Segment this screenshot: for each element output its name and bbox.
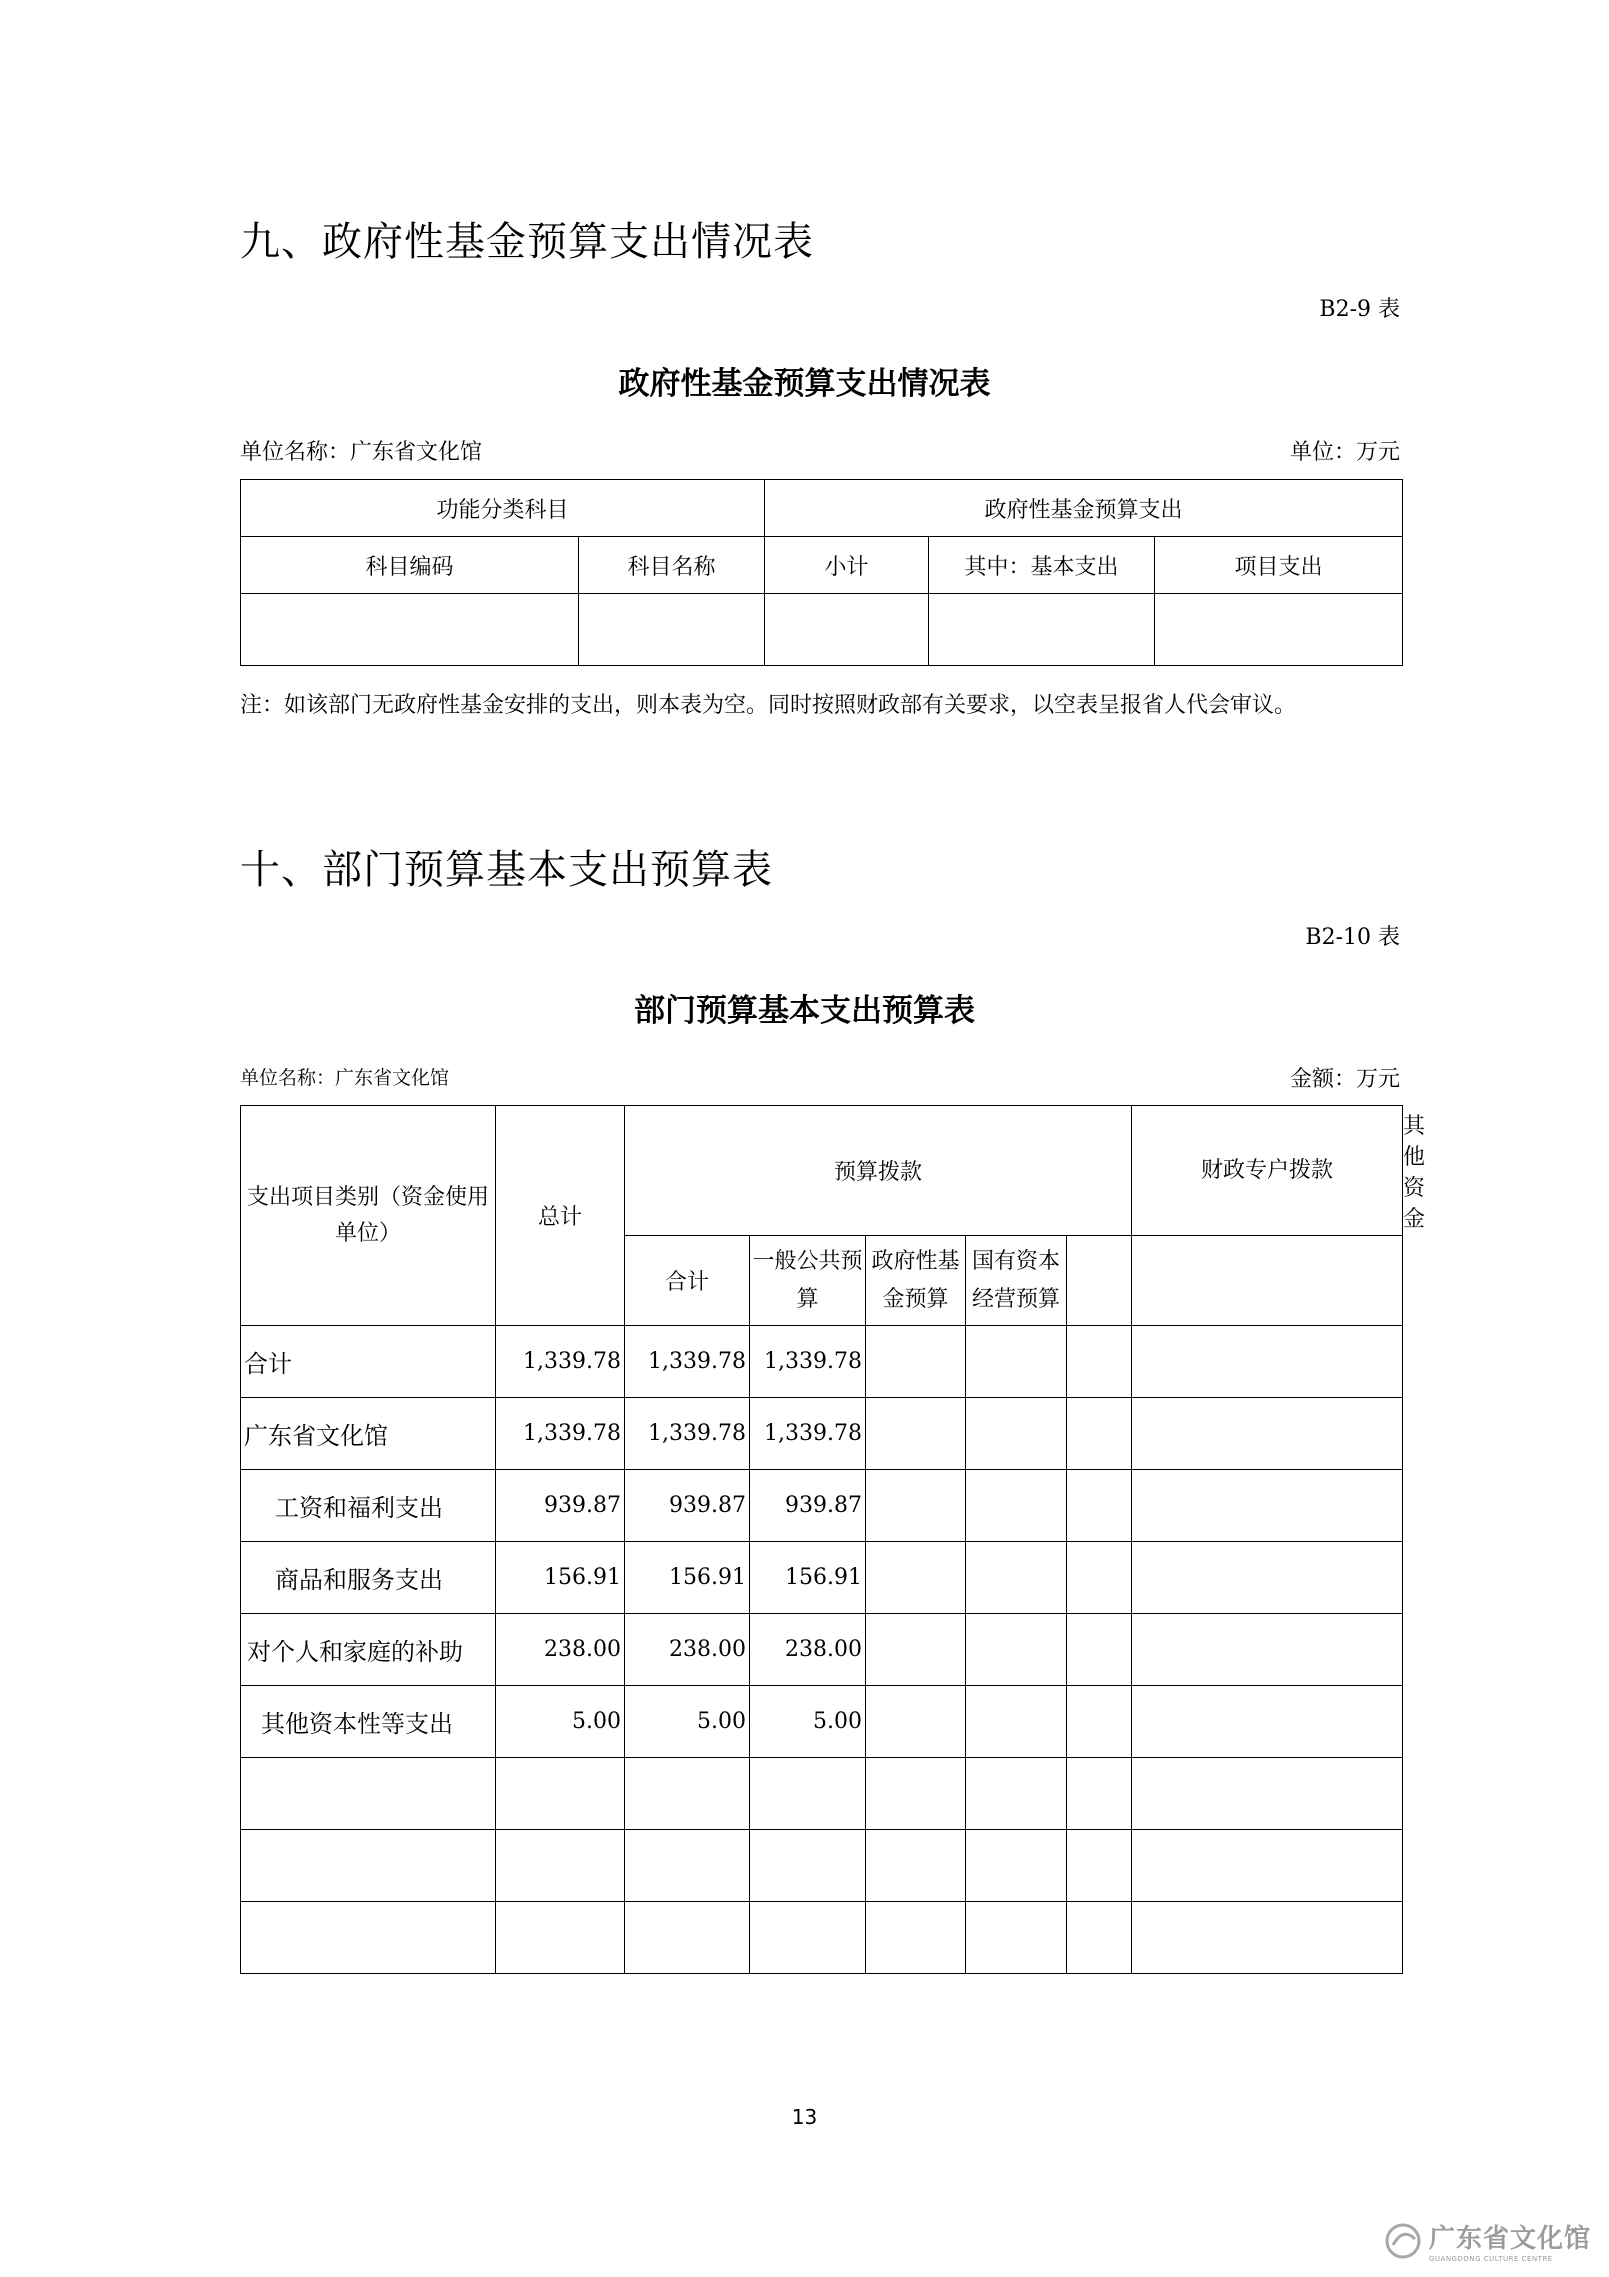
table-cell xyxy=(1067,1470,1132,1542)
table-cell xyxy=(866,1758,966,1830)
table-cell xyxy=(966,1326,1067,1398)
table-cell xyxy=(966,1614,1067,1686)
row-subtotal: 939.87 xyxy=(625,1470,750,1542)
table-row xyxy=(241,1830,1403,1902)
section10-table-code: B2-10 表 xyxy=(1305,925,1400,950)
table-cell xyxy=(750,1830,866,1902)
table-cell xyxy=(966,1686,1067,1758)
header-category: 支出项目类别（资金使用单位） xyxy=(241,1106,496,1326)
header-total: 总计 xyxy=(496,1106,625,1326)
page-number: 13 xyxy=(791,2105,818,2129)
row-name: 商品和服务支出 xyxy=(241,1542,496,1614)
gov-fund-table xyxy=(240,479,1403,666)
row-subtotal: 5.00 xyxy=(625,1686,750,1758)
table-cell xyxy=(496,1830,625,1902)
basic-expenditure-table: 支出项目类别（资金使用单位） 总计 预算拨款 财政专户拨款 其他资金 合计 一般公共预算 政府性基金预算 国有资本经营预算 合计 1,339.78 1,339.78 1,339.78 广东省文化馆 1,339.78 1,339.78 1,339.78 工资和福利支出 939.87 939.87 939.87 商品和服务支出 156.91 156.91 156.91 对个人和家庭的补助 238.00 238.00 238.00 其他资本性等支出 5.00 5.00 5.00 xyxy=(240,1105,1403,1974)
row-general: 1,339.78 xyxy=(750,1398,866,1470)
table-cell xyxy=(1067,1398,1132,1470)
table-cell xyxy=(750,1758,866,1830)
table-cell xyxy=(1132,1758,1403,1830)
table-row xyxy=(241,1326,1403,1398)
table-cell xyxy=(1132,1686,1403,1758)
header-subject-code: 科目编码 xyxy=(241,537,579,594)
row-total: 939.87 xyxy=(496,1470,625,1542)
table-row xyxy=(241,1758,1403,1830)
header-general-public: 一般公共预算 xyxy=(750,1236,866,1326)
table-cell xyxy=(966,1470,1067,1542)
table-cell xyxy=(625,1830,750,1902)
table-cell xyxy=(241,1758,496,1830)
table-cell xyxy=(966,1902,1067,1974)
table-cell xyxy=(1132,1542,1403,1614)
row-name: 对个人和家庭的补助 xyxy=(241,1614,496,1686)
table-cell xyxy=(866,1398,966,1470)
header-basic-expenditure: 其中：基本支出 xyxy=(929,537,1155,594)
table-cell xyxy=(1067,1830,1132,1902)
table-cell xyxy=(625,1902,750,1974)
section9-heading: 九、政府性基金预算支出情况表 xyxy=(240,219,814,265)
row-subtotal: 238.00 xyxy=(625,1614,750,1686)
table-row xyxy=(241,1902,1403,1974)
header-special-allocation: 财政专户拨款 xyxy=(1132,1106,1403,1236)
table-cell xyxy=(929,594,1155,666)
table-row xyxy=(241,1398,1403,1470)
table-cell xyxy=(1132,1236,1403,1326)
row-subtotal: 1,339.78 xyxy=(625,1326,750,1398)
table-cell xyxy=(1132,1902,1403,1974)
table-cell xyxy=(496,1758,625,1830)
row-general: 156.91 xyxy=(750,1542,866,1614)
row-subtotal: 156.91 xyxy=(625,1542,750,1614)
row-general: 939.87 xyxy=(750,1470,866,1542)
table-cell xyxy=(496,1902,625,1974)
table-cell xyxy=(579,594,765,666)
row-name: 合计 xyxy=(241,1326,496,1398)
table-cell xyxy=(966,1758,1067,1830)
table-cell xyxy=(1132,1830,1403,1902)
table-cell xyxy=(765,594,929,666)
table-row xyxy=(241,1470,1403,1542)
header-state-capital: 国有资本经营预算 xyxy=(966,1236,1067,1326)
header-subtotal: 小计 xyxy=(765,537,929,594)
table-cell xyxy=(1155,594,1403,666)
table-cell xyxy=(1067,1758,1132,1830)
table-cell xyxy=(866,1614,966,1686)
row-total: 238.00 xyxy=(496,1614,625,1686)
row-name: 工资和福利支出 xyxy=(241,1470,496,1542)
table-cell xyxy=(966,1398,1067,1470)
table-cell xyxy=(750,1902,866,1974)
row-subtotal: 1,339.78 xyxy=(625,1398,750,1470)
watermark-text: 广东省文化馆 xyxy=(1428,2224,1591,2254)
row-total: 1,339.78 xyxy=(496,1398,625,1470)
table-cell xyxy=(1067,1542,1132,1614)
table-cell xyxy=(1132,1398,1403,1470)
header-functional-classification: 功能分类科目 xyxy=(241,480,765,537)
header-gov-fund: 政府性基金预算 xyxy=(866,1236,966,1326)
section10-caption: 部门预算基本支出预算表 xyxy=(634,993,975,1029)
watermark-subtext: GUANGDONG CULTURE CENTRE xyxy=(1428,2255,1553,2263)
table-cell xyxy=(966,1830,1067,1902)
section9-table-code: B2-9 表 xyxy=(1319,297,1400,322)
watermark-logo xyxy=(1383,2218,1591,2263)
table-cell xyxy=(1067,1902,1132,1974)
table-cell xyxy=(625,1758,750,1830)
row-general: 238.00 xyxy=(750,1614,866,1686)
table-cell xyxy=(1132,1470,1403,1542)
table-cell xyxy=(241,1902,496,1974)
table-cell xyxy=(1067,1236,1132,1326)
culture-centre-logo-icon xyxy=(1383,2221,1423,2261)
table-cell xyxy=(866,1902,966,1974)
table-cell xyxy=(1132,1614,1403,1686)
table-cell xyxy=(241,1830,496,1902)
table-cell xyxy=(866,1470,966,1542)
table-cell xyxy=(866,1326,966,1398)
header-subject-name: 科目名称 xyxy=(579,537,765,594)
table-row xyxy=(241,594,1403,666)
header-budget-allocation: 预算拨款 xyxy=(625,1106,1132,1236)
section9-unit-name: 单位名称：广东省文化馆 xyxy=(240,440,483,465)
table-cell xyxy=(1132,1326,1403,1398)
table-row xyxy=(241,1542,1403,1614)
table-cell xyxy=(1067,1326,1132,1398)
row-total: 156.91 xyxy=(496,1542,625,1614)
row-name: 其他资本性等支出 xyxy=(241,1686,496,1758)
table-cell xyxy=(241,594,579,666)
section10-unit-name: 单位名称：广东省文化馆 xyxy=(240,1067,450,1089)
section10-heading: 十、部门预算基本支出预算表 xyxy=(240,847,773,893)
section10-unit: 金额：万元 xyxy=(1289,1067,1400,1092)
table-cell xyxy=(866,1830,966,1902)
row-name: 广东省文化馆 xyxy=(241,1398,496,1470)
table-row xyxy=(241,1614,1403,1686)
row-general: 5.00 xyxy=(750,1686,866,1758)
table-cell xyxy=(966,1542,1067,1614)
header-subtotal: 合计 xyxy=(625,1236,750,1326)
section9-note: 注：如该部门无政府性基金安排的支出，则本表为空。同时按照财政部有关要求，以空表呈报省人代会审议。 xyxy=(240,693,1297,718)
section9-unit: 单位：万元 xyxy=(1289,440,1400,465)
table-cell xyxy=(1067,1686,1132,1758)
table-cell xyxy=(1067,1614,1132,1686)
header-gov-fund-expenditure: 政府性基金预算支出 xyxy=(765,480,1403,537)
section9-caption: 政府性基金预算支出情况表 xyxy=(618,366,991,402)
header-project-expenditure: 项目支出 xyxy=(1155,537,1403,594)
table-cell xyxy=(866,1686,966,1758)
row-total: 5.00 xyxy=(496,1686,625,1758)
row-general: 1,339.78 xyxy=(750,1326,866,1398)
row-total: 1,339.78 xyxy=(496,1326,625,1398)
table-cell xyxy=(866,1542,966,1614)
table-row xyxy=(241,1686,1403,1758)
